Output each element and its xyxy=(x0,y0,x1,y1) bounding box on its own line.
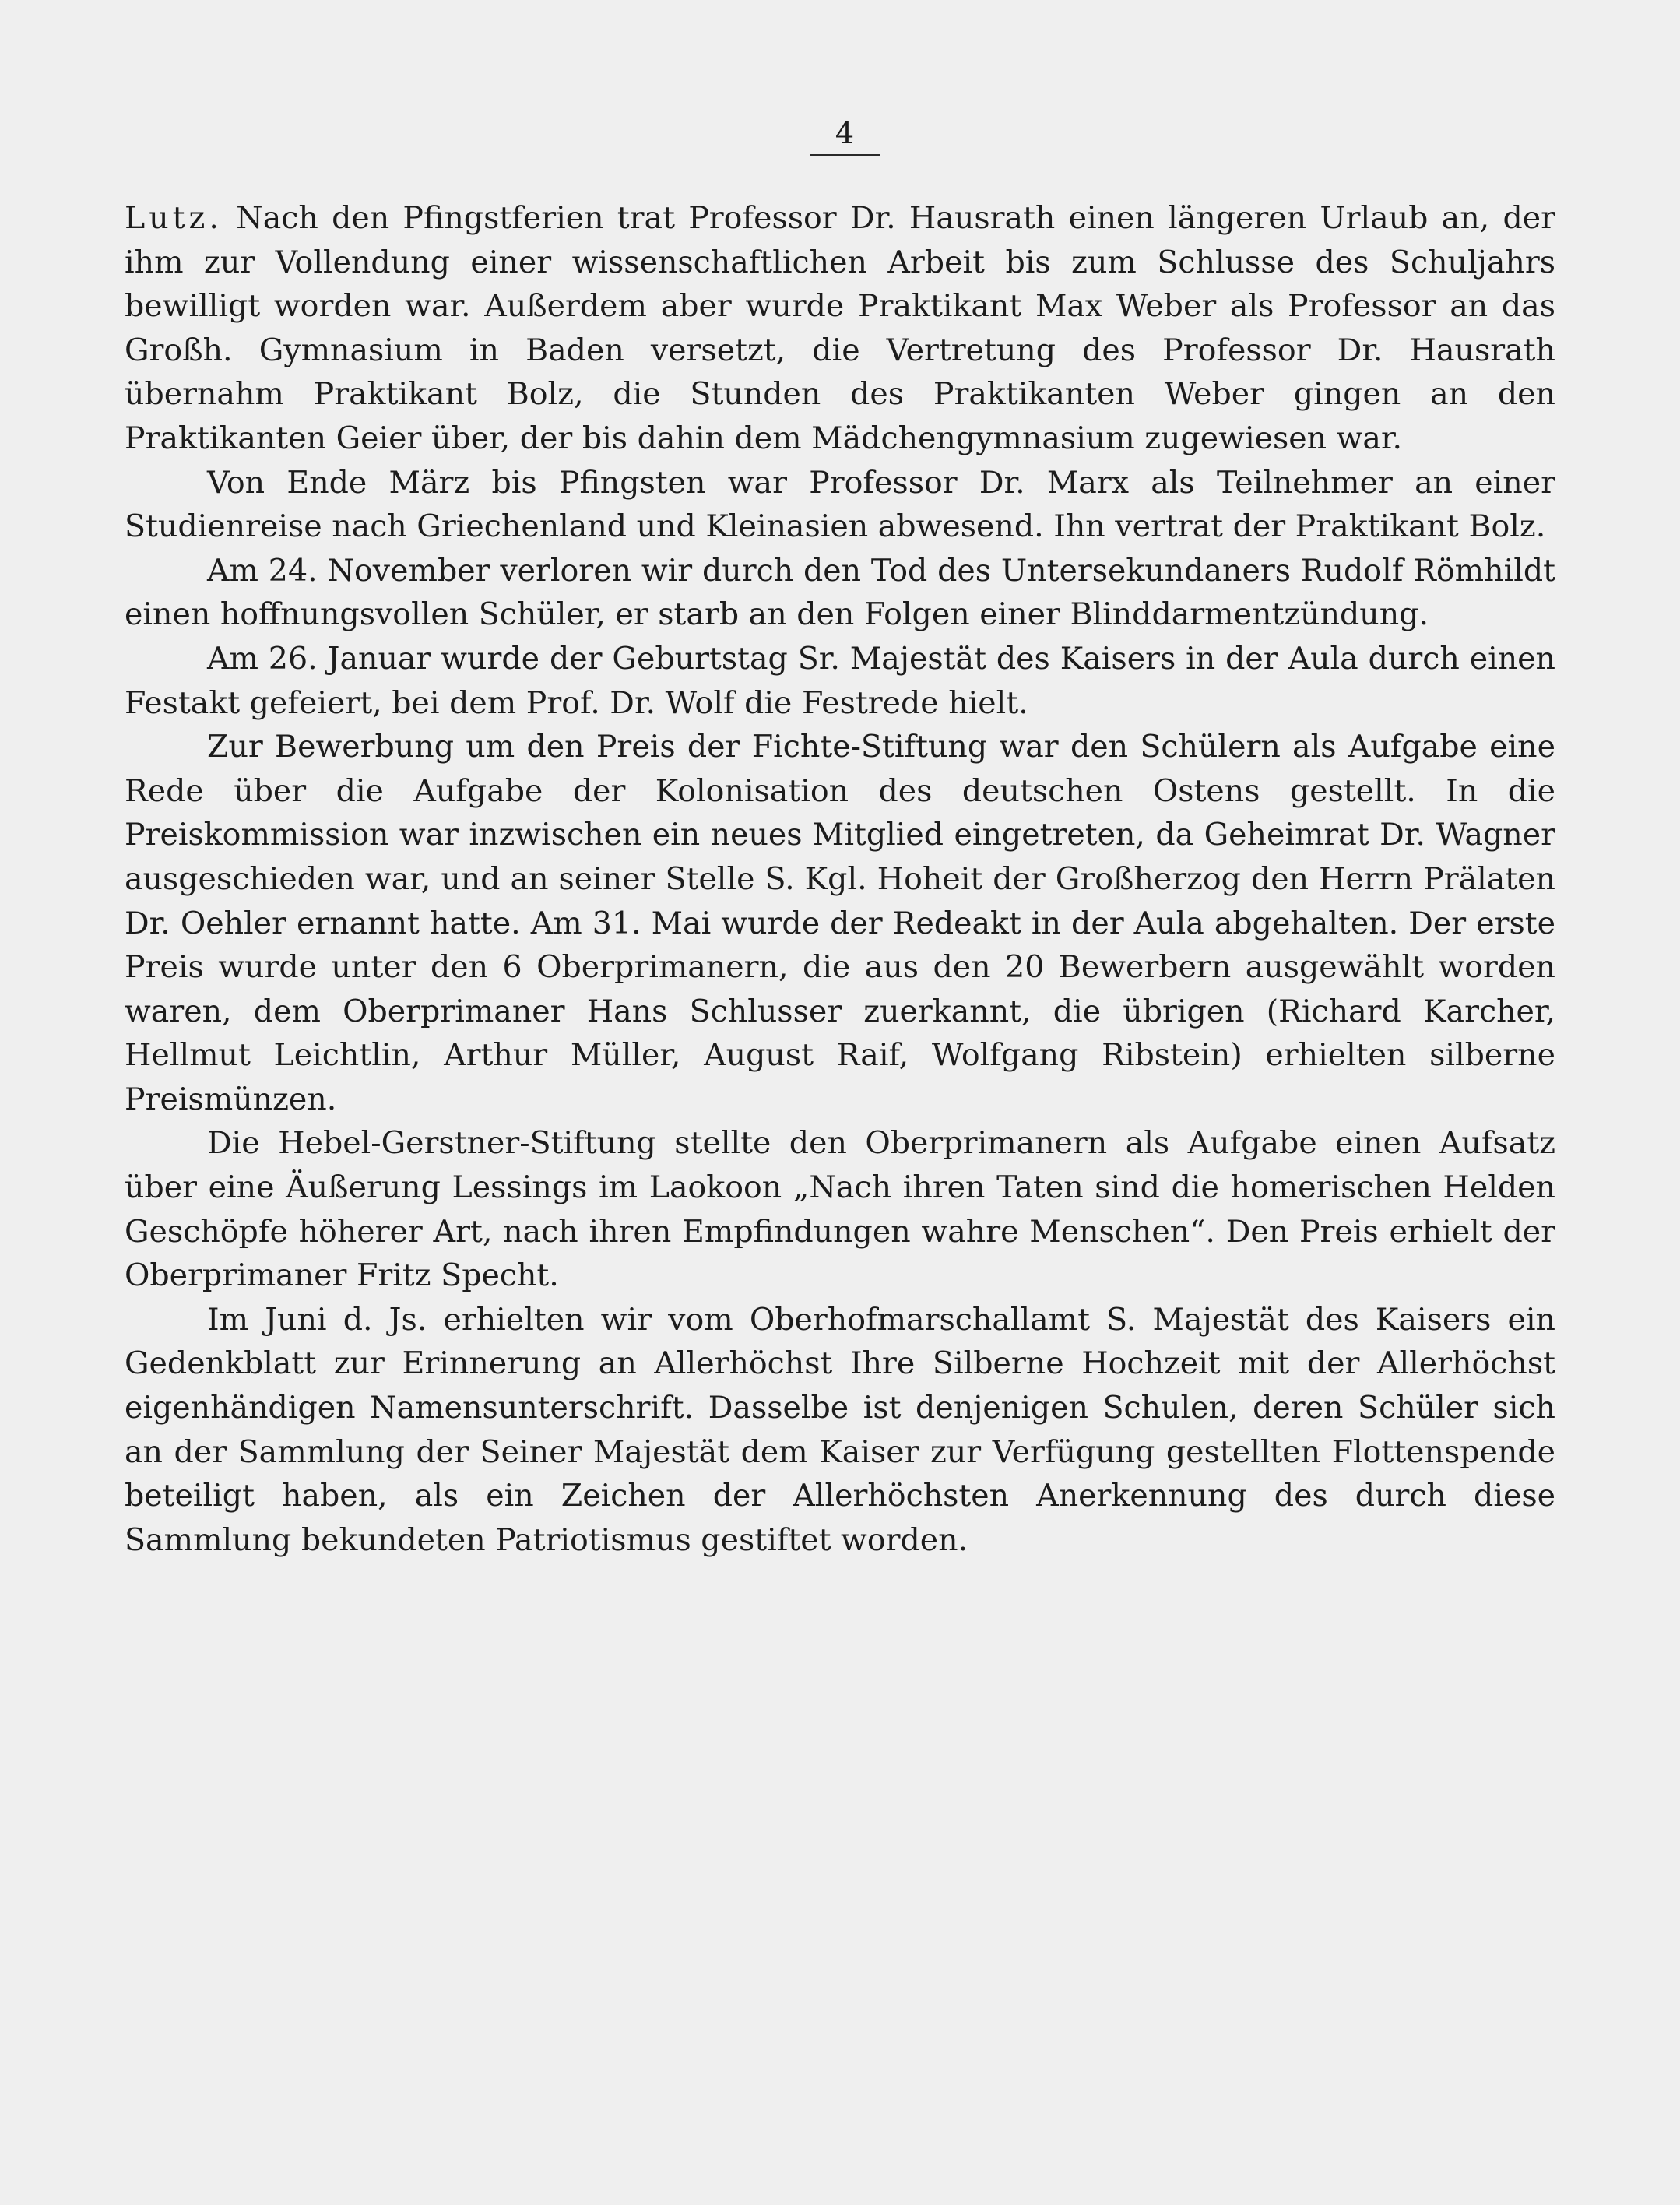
paragraph-text: Nach den Pfingstferien trat Professor Dr. Hausrath einen längeren Urlaub an, der ihm zur Vollendung einer wissenschaftlichen Arbeit bis zum Schlusse des Schuljahrs bewilligt worden war. Außerdem aber wurde Praktikant Max Weber als Professor an das Großh. Gymnasium in Baden versetzt, die Vertretung des Professor Dr. Hausrath übernahm Praktikant Bolz, die Stunden des Praktikanten Weber gingen an den Praktikanten Geier über, der bis dahin dem Mädchengymnasium zugewiesen war. xyxy=(125,200,1555,456)
paragraph-staff-changes xyxy=(125,196,1555,461)
paragraph-hebel-gerstner-foundation: Die Hebel-Gerstner-Stiftung stellte den Oberprimanern als Aufgabe einen Aufsatz über eine Äußerung Lessings im Laokoon „Nach ihren Taten sind die homerischen Helden Geschöpfe höherer Art, nach ihren Empfindungen wahre Menschen“. Den Preis erhielt der Oberprimaner Fritz Specht. xyxy=(125,1125,1555,1294)
body-text xyxy=(125,196,1555,1562)
paragraph-fichte-foundation: Zur Bewerbung um den Preis der Fichte-Stiftung war den Schülern als Aufgabe eine Rede über die Aufgabe der Kolonisation des deutschen Ostens gestellt. In die Preiskommission war inzwischen ein neues Mitglied eingetreten, da Geheimrat Dr. Wagner ausgeschieden war, und an seiner Stelle S. Kgl. Hoheit der Großherzog den Herrn Prälaten Dr. Oehler ernannt hatte. Am 31. Mai wurde der Redeakt in der Aula abgehalten. Der erste Preis wurde unter den 6 Oberprimanern, die aus den 20 Bewerbern ausgewählt worden waren, dem Oberprimaner Hans Schlusser zuerkannt, die übrigen (Richard Karcher, Hellmut Leichtlin, Arthur Müller, August Raif, Wolfgang Ribstein) erhielten silberne Preismünzen. xyxy=(125,729,1555,1117)
page-number: 4 xyxy=(810,115,880,156)
paragraph-lead-name: Lutz. xyxy=(125,200,223,236)
paragraph-obituary: Am 24. November verloren wir durch den Tod des Untersekundaners Rudolf Römhildt einen hoffnungsvollen Schüler, er starb an den Folgen einer Blinddarmentzündung. xyxy=(125,552,1555,633)
paragraph-emperor-birthday: Am 26. Januar wurde der Geburtstag Sr. Majestät des Kaisers in der Aula durch einen Festakt gefeiert, bei dem Prof. Dr. Wolf die Festrede hielt. xyxy=(125,640,1555,721)
paragraph-commemorative-sheet: Im Juni d. Js. erhielten wir vom Oberhofmarschallamt S. Majestät des Kaisers ein Gedenkblatt zur Erinnerung an Allerhöchst Ihre Silberne Hochzeit mit der Allerhöchst eigenhändigen Namensunterschrift. Dasselbe ist denjenigen Schulen, deren Schüler sich an der Sammlung der Seiner Majestät dem Kaiser zur Verfügung gestellten Flottenspende beteiligt haben, als ein Zeichen der Allerhöchsten Anerkennung des durch diese Sammlung bekundeten Patriotismus gestiftet worden. xyxy=(125,1301,1555,1558)
paragraph-study-trip: Von Ende März bis Pfingsten war Professor Dr. Marx als Teilnehmer an einer Studienreise nach Griechenland und Kleinasien abwesend. Ihn vertrat der Praktikant Bolz. xyxy=(125,464,1555,545)
